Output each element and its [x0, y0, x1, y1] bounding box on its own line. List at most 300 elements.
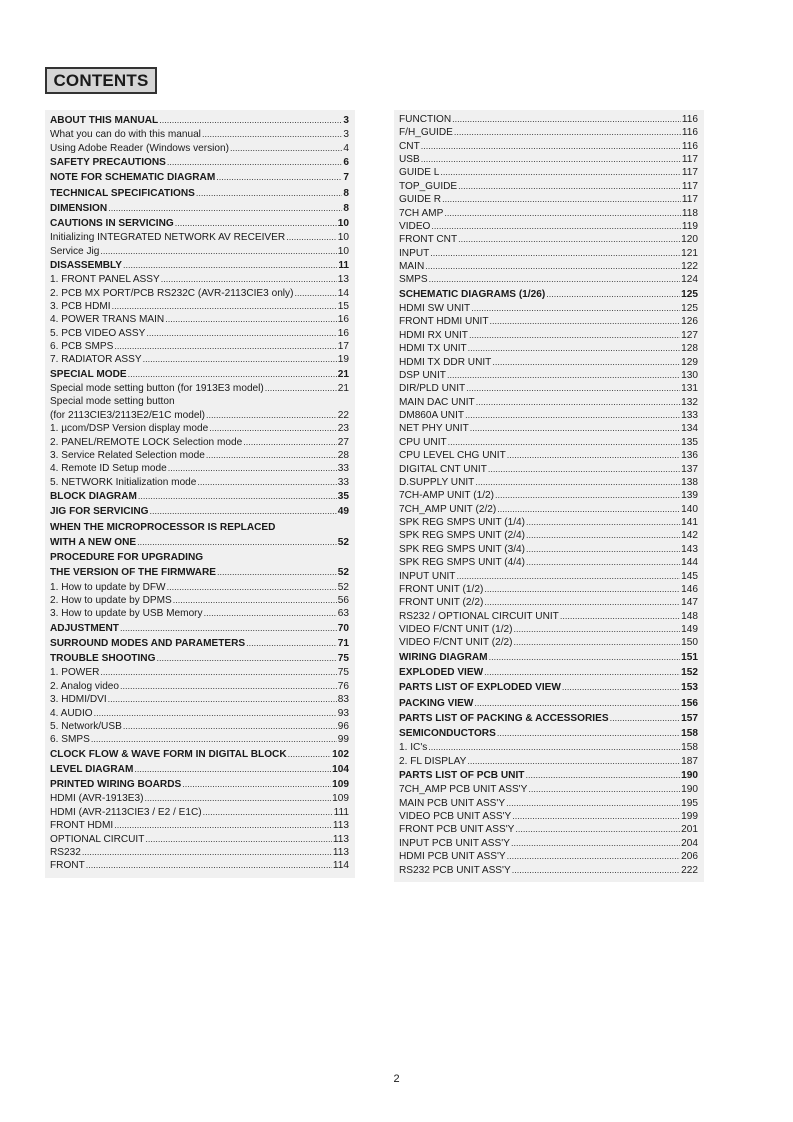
toc-entry-label: D.SUPPLY UNIT [399, 476, 475, 488]
toc-entry[interactable] [45, 313, 355, 326]
toc-entry[interactable] [394, 516, 704, 529]
toc-entry-page: 137 [681, 463, 698, 475]
toc-entry-label: HDMI TX UNIT [399, 343, 467, 355]
toc-entry[interactable] [45, 186, 355, 201]
toc-entry[interactable] [45, 449, 355, 462]
toc-entry-label: 7CH-AMP UNIT (1/2) [399, 490, 494, 502]
toc-entry[interactable] [45, 680, 355, 693]
toc-entry-page: 153 [681, 682, 698, 694]
toc-entry[interactable] [394, 356, 704, 369]
toc-entry[interactable] [45, 535, 355, 550]
toc-entry-label: NOTE FOR SCHEMATIC DIAGRAM [50, 172, 216, 184]
dot-leader [465, 382, 680, 395]
toc-entry-label: 3. PCB HDMI [50, 300, 111, 312]
toc-entry[interactable] [394, 260, 704, 273]
dot-leader [514, 824, 680, 837]
dot-leader [527, 783, 680, 796]
toc-entry-page: 21 [337, 383, 349, 395]
toc-entry[interactable] [394, 220, 704, 233]
toc-entry-page: 148 [681, 610, 698, 622]
toc-entry-page: 143 [681, 543, 698, 555]
dot-leader [491, 356, 680, 369]
toc-entry-page: 146 [681, 583, 698, 595]
dot-leader [494, 489, 680, 502]
toc-entry-label: CPU UNIT [399, 436, 447, 448]
toc-entry-page: 104 [332, 764, 349, 775]
toc-entry[interactable] [394, 824, 704, 837]
toc-entry[interactable] [45, 142, 355, 155]
toc-entry[interactable] [45, 340, 355, 353]
dot-leader [468, 329, 680, 342]
toc-entry[interactable] [45, 258, 355, 273]
toc-entry-label: RS232 / OPTIONAL CIRCUIT UNIT [399, 610, 559, 622]
toc-entry-page: 56 [337, 594, 349, 606]
toc-entry-label: PRINTED WIRING BOARDS [50, 779, 182, 791]
toc-entry-page: 142 [681, 530, 698, 542]
toc-entry-page: 119 [681, 220, 698, 232]
toc-entry[interactable] [45, 201, 355, 216]
dot-leader [166, 581, 337, 594]
toc-entry[interactable] [394, 768, 704, 783]
toc-entry[interactable] [45, 550, 355, 565]
dot-leader [511, 864, 680, 877]
toc-entry[interactable] [394, 316, 704, 329]
toc-entry-page: 206 [681, 851, 698, 863]
toc-entry-label: THE VERSION OF THE FIRMWARE [50, 567, 216, 579]
contents-title: CONTENTS [45, 67, 157, 94]
toc-entry-label: 4. AUDIO [50, 707, 93, 719]
toc-entry-page: 99 [337, 734, 349, 746]
toc-entry-page: 93 [337, 707, 349, 719]
toc-entry-label: SPECIAL MODE [50, 368, 127, 380]
dot-leader [111, 300, 337, 313]
toc-entry-label: GUIDE R [399, 194, 442, 206]
toc-entry-label: DIMENSION [50, 202, 108, 214]
toc-entry-label: ADJUSTMENT [50, 622, 119, 634]
dot-leader [119, 680, 337, 693]
dot-leader [133, 762, 331, 777]
dot-leader [195, 186, 343, 201]
dot-leader [496, 503, 680, 516]
toc-entry-label: Service Jig [50, 245, 100, 257]
toc-entry[interactable] [45, 422, 355, 435]
toc-entry[interactable] [394, 436, 704, 449]
toc-entry-page: 83 [337, 694, 349, 706]
toc-entry[interactable] [394, 755, 704, 768]
toc-entry[interactable] [394, 140, 704, 153]
toc-entry-page: 109 [332, 779, 349, 791]
toc-entry-page: 7 [343, 172, 349, 184]
toc-entry-label: CPU LEVEL CHG UNIT [399, 450, 506, 462]
toc-entry[interactable] [394, 650, 704, 665]
toc-entry[interactable] [394, 167, 704, 180]
toc-entry-page: 52 [337, 536, 349, 548]
toc-entry[interactable] [45, 231, 355, 244]
toc-entry[interactable] [394, 711, 704, 726]
toc-entry[interactable] [45, 594, 355, 607]
toc-entry-page: 21 [337, 368, 349, 380]
toc-entry[interactable] [394, 726, 704, 741]
toc-entry-page: 134 [681, 423, 698, 435]
toc-entry-label: Special mode setting button (for 1913E3 model) [50, 383, 264, 395]
toc-entry[interactable] [45, 504, 355, 519]
toc-entry-label: SPK REG SMPS UNIT (1/4) [399, 517, 526, 529]
toc-entry-label: RS232 PCB UNIT ASS'Y [399, 864, 511, 876]
toc-right-column [394, 110, 704, 882]
toc-entry-page: 195 [681, 797, 698, 809]
toc-entry-page: 10 [337, 232, 349, 244]
toc-entry-label: 2. How to update by DPMS [50, 594, 172, 606]
toc-entry[interactable] [45, 128, 355, 141]
toc-entry-label: 2. Analog video [50, 680, 120, 692]
toc-entry[interactable] [394, 274, 704, 287]
toc-entry-page: 52 [337, 581, 349, 593]
toc-entry-label: HDMI (AVR-1913E3) [50, 793, 144, 805]
dot-leader [457, 233, 680, 246]
toc-entry-label: TECHNICAL SPECIFICATIONS [50, 187, 195, 199]
toc-entry-label: DSP UNIT [399, 369, 446, 381]
toc-entry-label: 1. POWER [50, 667, 100, 679]
dot-leader [451, 113, 681, 126]
dot-leader [427, 741, 680, 754]
dot-leader [464, 409, 680, 422]
dot-leader [215, 170, 342, 185]
dot-leader [122, 720, 337, 733]
toc-entry-label: FRONT [50, 860, 85, 872]
toc-entry-page: 114 [332, 860, 349, 872]
toc-entry-page: 75 [337, 667, 349, 679]
toc-entry[interactable] [394, 680, 704, 695]
toc-entry[interactable] [394, 850, 704, 863]
toc-entry[interactable] [394, 193, 704, 206]
toc-entry-page: 158 [681, 742, 698, 754]
dot-leader [512, 623, 680, 636]
toc-entry-label: VIDEO [399, 220, 431, 232]
toc-entry-label: 4. POWER TRANS MAIN [50, 314, 165, 326]
dot-leader [447, 436, 680, 449]
toc-entry-label: SPK REG SMPS UNIT (3/4) [399, 543, 526, 555]
toc-entry-label: MAIN PCB UNIT ASS'Y [399, 797, 506, 809]
toc-entry-page: 113 [332, 820, 349, 832]
toc-entry-label: VIDEO F/CNT UNIT (2/2) [399, 637, 513, 649]
toc-entry[interactable] [394, 153, 704, 166]
toc-entry[interactable] [45, 793, 355, 806]
toc-entry-page: 156 [681, 697, 698, 709]
toc-entry-page: 4 [343, 142, 349, 154]
toc-entry-label: BLOCK DIAGRAM [50, 491, 137, 503]
toc-entry[interactable] [45, 621, 355, 636]
toc-entry-page: 129 [681, 356, 698, 368]
toc-entry[interactable] [394, 409, 704, 422]
toc-entry[interactable] [394, 696, 704, 711]
dot-leader [229, 142, 342, 155]
toc-entry-page: 113 [332, 833, 349, 845]
toc-entry[interactable] [45, 367, 355, 382]
toc-entry-page: 121 [681, 247, 698, 259]
toc-entry-label: HDMI PCB UNIT ASS'Y [399, 851, 506, 863]
toc-entry[interactable] [394, 382, 704, 395]
toc-entry[interactable] [45, 462, 355, 475]
toc-entry[interactable] [45, 607, 355, 620]
toc-entry[interactable] [394, 342, 704, 355]
toc-entry-page: 151 [681, 651, 698, 663]
toc-entry[interactable] [394, 503, 704, 516]
toc-entry[interactable] [394, 449, 704, 462]
dot-leader [441, 193, 681, 206]
toc-entry[interactable] [45, 476, 355, 489]
toc-entry[interactable] [45, 581, 355, 594]
toc-entry[interactable] [45, 667, 355, 680]
toc-entry[interactable] [394, 233, 704, 246]
toc-entry-page: 149 [681, 624, 698, 636]
dot-leader [85, 859, 332, 872]
dot-leader [174, 216, 337, 231]
toc-entry[interactable] [394, 810, 704, 823]
toc-entry-label: EXPLODED VIEW [399, 667, 484, 679]
toc-entry[interactable] [394, 797, 704, 810]
toc-entry[interactable] [394, 207, 704, 220]
dot-leader [470, 302, 680, 315]
toc-entry-label: DM860A UNIT [399, 410, 465, 422]
toc-entry-label: FRONT PCB UNIT ASS'Y [399, 824, 515, 836]
dot-leader [457, 180, 681, 193]
toc-entry[interactable] [394, 637, 704, 650]
toc-entry-label: Special mode setting button [50, 396, 175, 408]
toc-entry[interactable] [45, 707, 355, 720]
dot-leader [420, 140, 681, 153]
toc-entry-page: 70 [337, 622, 349, 634]
toc-entry[interactable] [45, 520, 355, 535]
dot-leader [506, 449, 680, 462]
toc-entry[interactable] [45, 762, 355, 777]
toc-entry-label: SAFETY PRECAUTIONS [50, 157, 166, 168]
toc-entry[interactable] [45, 300, 355, 313]
toc-entry[interactable] [394, 329, 704, 342]
dot-leader [164, 313, 337, 326]
toc-entry[interactable] [394, 583, 704, 596]
dot-leader [467, 342, 680, 355]
toc-entry-page: 117 [681, 167, 698, 179]
toc-entry[interactable] [45, 651, 355, 666]
toc-entry-page: 63 [337, 608, 349, 620]
toc-entry-page: 33 [337, 476, 349, 488]
toc-entry[interactable] [394, 610, 704, 623]
toc-entry-label: PARTS LIST OF PACKING & ACCESSORIES [399, 712, 609, 724]
toc-entry[interactable] [394, 837, 704, 850]
toc-entry-page: 111 [333, 806, 349, 818]
dot-leader [145, 327, 336, 340]
toc-entry-label: 2. FL DISPLAY [399, 755, 467, 767]
toc-entry-label: 3. Service Related Selection mode [50, 449, 205, 461]
toc-entry-label: 5. NETWORK Initialization mode [50, 476, 197, 488]
toc-entry-label: TOP_GUIDE [399, 180, 458, 192]
toc-entry-page: 76 [337, 680, 349, 692]
toc-entry[interactable] [394, 543, 704, 556]
toc-entry-label: 7CH_AMP UNIT (2/2) [399, 503, 497, 515]
toc-entry[interactable] [394, 665, 704, 680]
toc-entry-page: 102 [332, 748, 349, 760]
toc-entry[interactable] [45, 489, 355, 504]
toc-entry-label: FRONT HDMI UNIT [399, 316, 489, 328]
toc-entry-label: MAIN DAC UNIT [399, 396, 475, 408]
dot-leader [208, 422, 337, 435]
toc-entry[interactable] [394, 623, 704, 636]
toc-entry[interactable] [394, 864, 704, 877]
toc-entry[interactable] [45, 287, 355, 300]
toc-entry-page: 117 [681, 154, 698, 166]
toc-entry[interactable] [394, 489, 704, 502]
toc-entry[interactable] [394, 530, 704, 543]
dot-leader [172, 594, 337, 607]
toc-entry[interactable] [394, 423, 704, 436]
toc-entry-label: FRONT CNT [399, 234, 458, 246]
toc-entry-page: 116 [681, 140, 698, 152]
toc-entry[interactable] [45, 327, 355, 340]
dot-leader [201, 128, 342, 141]
toc-entry-label: TROUBLE SHOOTING [50, 653, 156, 665]
toc-entry-page: 190 [681, 770, 698, 782]
dot-leader [474, 476, 680, 489]
toc-entry[interactable] [394, 180, 704, 193]
toc-entry[interactable] [45, 170, 355, 185]
toc-entry-label: VIDEO PCB UNIT ASS'Y [399, 811, 512, 823]
toc-entry-label: CLOCK FLOW & WAVE FORM IN DIGITAL BLOCK [50, 748, 287, 760]
toc-entry[interactable] [45, 819, 355, 832]
dot-leader [524, 768, 680, 783]
toc-entry[interactable] [394, 463, 704, 476]
toc-entry-page: 157 [681, 712, 698, 724]
toc-entry-page: 27 [337, 436, 349, 448]
toc-entry[interactable] [45, 859, 355, 872]
toc-entry[interactable] [45, 382, 355, 395]
toc-entry[interactable] [45, 155, 355, 170]
toc-entry[interactable] [45, 273, 355, 286]
toc-entry-page: 75 [337, 653, 349, 665]
toc-entry-page: 8 [343, 187, 349, 199]
toc-entry-page: 138 [681, 476, 698, 488]
toc-entry[interactable] [394, 556, 704, 569]
dot-leader [113, 340, 336, 353]
toc-entry[interactable] [45, 806, 355, 819]
toc-entry-page: 139 [681, 490, 698, 502]
toc-entry[interactable] [45, 113, 355, 128]
toc-entry[interactable] [394, 476, 704, 489]
dot-leader [205, 409, 337, 422]
toc-entry[interactable] [394, 302, 704, 315]
toc-entry-page: 19 [337, 354, 349, 366]
dot-leader [446, 369, 680, 382]
toc-entry[interactable] [394, 287, 704, 302]
toc-entry-label: HDMI (AVR-2113CIE3 / E2 / E1C) [50, 806, 202, 818]
dot-leader [443, 207, 681, 220]
dot-leader [155, 651, 336, 666]
toc-entry-page: 116 [681, 113, 698, 125]
dot-leader [136, 535, 337, 550]
toc-entry-page: 33 [337, 463, 349, 475]
toc-entry-label: 7. RADIATOR ASSY [50, 354, 142, 366]
toc-entry[interactable] [45, 777, 355, 792]
toc-entry[interactable] [45, 733, 355, 746]
toc-entry-label: ABOUT THIS MANUAL [50, 115, 159, 126]
dot-leader [525, 530, 680, 543]
dot-leader [119, 621, 337, 636]
toc-entry[interactable] [45, 636, 355, 651]
toc-entry-page: 117 [681, 194, 698, 206]
toc-entry[interactable] [394, 369, 704, 382]
toc-entry-page: 135 [681, 436, 698, 448]
toc-entry[interactable] [45, 693, 355, 706]
toc-entry[interactable] [394, 596, 704, 609]
toc-entry-page: 204 [681, 837, 698, 849]
toc-entry-label: INPUT PCB UNIT ASS'Y [399, 837, 510, 849]
toc-entry-page: 132 [681, 396, 698, 408]
toc-entry-page: 118 [681, 207, 698, 219]
toc-entry[interactable] [394, 113, 704, 126]
toc-entry[interactable] [45, 354, 355, 367]
toc-entry-label: 1. FRONT PANEL ASSY [50, 274, 160, 286]
toc-entry[interactable] [394, 570, 704, 583]
toc-entry[interactable] [45, 409, 355, 422]
toc-entry-label: PROCEDURE FOR UPGRADING [50, 552, 204, 564]
dot-leader [609, 711, 681, 726]
dot-leader [424, 260, 680, 273]
toc-entry-page: 145 [681, 570, 698, 582]
toc-entry-page: 71 [337, 638, 349, 649]
dot-leader [293, 287, 336, 300]
toc-entry[interactable] [45, 216, 355, 231]
toc-entry[interactable] [394, 783, 704, 796]
toc-entry-label: What you can do with this manual [50, 129, 201, 141]
dot-leader [455, 570, 680, 583]
toc-entry-label: NET PHY UNIT [399, 423, 469, 435]
toc-entry[interactable] [394, 396, 704, 409]
dot-leader [245, 636, 337, 651]
toc-entry[interactable] [45, 245, 355, 258]
toc-entry-page: 130 [681, 369, 698, 381]
toc-entry[interactable] [394, 741, 704, 754]
dot-leader [144, 833, 332, 846]
toc-entry-label: WIRING DIAGRAM [399, 651, 488, 663]
dot-leader [439, 167, 681, 180]
toc-entry[interactable] [45, 833, 355, 846]
dot-leader [144, 793, 332, 806]
toc-entry[interactable] [45, 846, 355, 859]
dot-leader [113, 819, 332, 832]
dot-leader [203, 607, 337, 620]
dot-leader [483, 583, 680, 596]
dot-leader [181, 777, 331, 792]
toc-entry[interactable] [45, 747, 355, 762]
dot-leader [107, 201, 342, 216]
toc-entry[interactable] [394, 126, 704, 139]
toc-entry[interactable] [45, 396, 355, 409]
dot-leader [475, 396, 680, 409]
toc-entry[interactable] [394, 247, 704, 260]
toc-entry[interactable] [45, 565, 355, 580]
toc-entry-label: SMPS [399, 274, 428, 286]
toc-entry[interactable] [45, 436, 355, 449]
dot-leader [525, 516, 680, 529]
toc-entry[interactable] [45, 720, 355, 733]
dot-leader [420, 153, 681, 166]
toc-entry-label: SURROUND MODES AND PARAMETERS [50, 638, 246, 649]
toc-entry-page: 52 [337, 567, 349, 579]
toc-entry-page: 141 [681, 517, 698, 529]
toc-entry-page: 13 [337, 274, 349, 286]
toc-entry-page: 125 [681, 303, 698, 315]
toc-entry-page: 109 [332, 793, 349, 805]
toc-entry-page: 136 [681, 450, 698, 462]
